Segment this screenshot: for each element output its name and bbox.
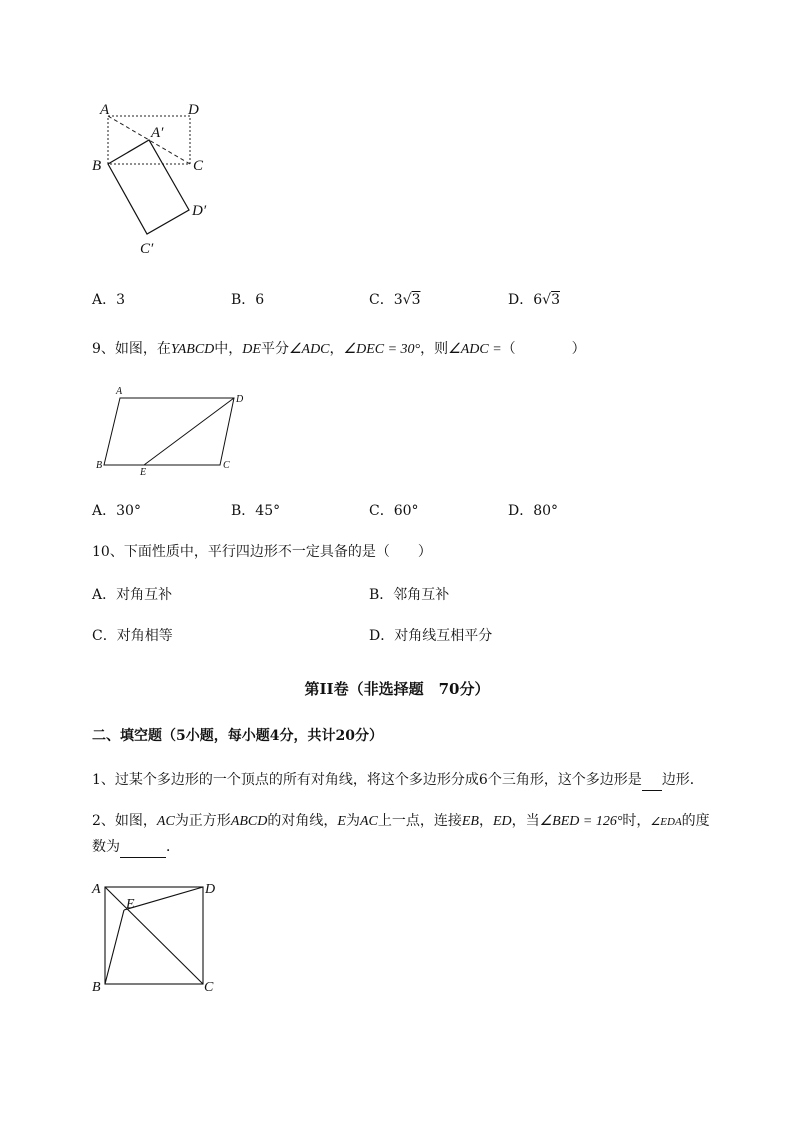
q9-mid2: 平分 <box>260 341 289 357</box>
option-text: 对角线互相平分 <box>394 628 493 644</box>
q9-option-d[interactable] <box>508 501 558 521</box>
fill-question-2-line-2 <box>92 837 180 858</box>
question-9-stem <box>92 339 586 360</box>
q10-option-a[interactable] <box>92 585 172 605</box>
parallelogram-name: ABCD <box>177 342 215 357</box>
parallelogram-symbol: Y <box>170 342 178 357</box>
fill-question-2-line-1 <box>92 811 710 832</box>
fill2-line2-text: 数为 <box>92 839 120 855</box>
label-C: C <box>193 158 204 174</box>
option-value: 30° <box>116 503 141 519</box>
option-letter: A． <box>92 292 117 308</box>
fill2-p2: 为正方形 <box>174 813 231 829</box>
label-B: B <box>92 158 102 174</box>
q10-option-b[interactable] <box>369 585 449 605</box>
option-letter: D． <box>369 628 395 644</box>
option-coefficient: 6 <box>533 292 543 308</box>
section-2-heading: 二、填空题（5小题，每小题4分，共计20分） <box>92 728 383 744</box>
part-2-title: 第II卷（非选择题 70分） <box>304 680 490 698</box>
option-letter: A． <box>92 503 117 519</box>
segment-ed-line <box>124 887 203 910</box>
fill1-text-after: 边形． <box>661 772 704 788</box>
segment-de-line <box>144 398 234 465</box>
point-e: E <box>337 814 346 829</box>
q8-option-d[interactable] <box>508 290 560 310</box>
angle-dec: ∠DEC = 30° <box>343 342 421 357</box>
option-letter: C． <box>369 292 394 308</box>
option-letter: C． <box>92 628 117 644</box>
question-9-figure <box>92 382 262 482</box>
option-letter: B． <box>369 587 394 603</box>
answer-blank[interactable] <box>642 770 662 791</box>
fill2-p1: 2、如图， <box>92 813 157 829</box>
label-C: C <box>223 460 230 471</box>
segment-ed: ED <box>492 814 512 829</box>
fill2-p8: 时， <box>622 813 651 829</box>
q10-option-c[interactable] <box>92 626 173 646</box>
parallelogram-abcd <box>104 398 234 465</box>
q10-option-d[interactable] <box>369 626 492 646</box>
q9-mid3: ，则 <box>420 341 449 357</box>
q8-option-b[interactable] <box>231 290 264 310</box>
label-D: D <box>205 882 216 897</box>
label-D: D <box>236 394 244 405</box>
option-letter: D． <box>508 292 534 308</box>
label-E: E <box>140 467 147 478</box>
option-letter: D． <box>508 503 534 519</box>
answer-blank[interactable] <box>120 837 166 858</box>
fill2-p4: 为 <box>345 813 360 829</box>
rotated-rectangle <box>108 140 189 234</box>
option-value: 6 <box>255 292 265 308</box>
segment-ac: AC <box>156 814 175 829</box>
q8-option-a[interactable] <box>92 290 125 310</box>
fill2-p6: ， <box>478 813 493 829</box>
segment-eb-line <box>105 910 124 984</box>
label-C-prime: C′ <box>140 241 154 257</box>
fill1-text-before: 1、过某个多边形的一个顶点的所有对角线，将这个多边形分成6个三角形，这个多边形是 <box>92 772 642 788</box>
label-D-prime: D′ <box>192 203 207 219</box>
answer-bracket: （ ） <box>501 341 586 357</box>
angle-bed: ∠BED = 126° <box>539 814 623 829</box>
option-text: 邻角互补 <box>393 587 450 603</box>
option-letter: A． <box>92 587 117 603</box>
label-C: C <box>204 980 214 995</box>
fill-question-1 <box>92 770 704 791</box>
q9-option-c[interactable] <box>369 501 419 521</box>
option-letter: C． <box>369 503 394 519</box>
fill-question-2-figure <box>88 876 228 998</box>
option-coefficient: 3 <box>393 292 403 308</box>
q9-sep: ， <box>329 341 344 357</box>
option-text: 对角互补 <box>116 587 173 603</box>
label-B: B <box>92 980 101 995</box>
q9-mid1: 中， <box>214 341 243 357</box>
fill2-p7: ，当 <box>511 813 540 829</box>
fill2-p5: 上一点，连接 <box>377 813 462 829</box>
label-E: E <box>126 897 135 912</box>
question-8-figure <box>88 96 228 266</box>
segment-eb: EB <box>461 814 479 829</box>
sqrt-symbol: √ <box>402 292 412 308</box>
radicand: 3 <box>551 292 560 308</box>
fill2-line2-end: ． <box>166 839 180 855</box>
q9-prefix: 9、如图，在 <box>92 341 171 357</box>
label-A: A <box>100 102 110 118</box>
angle-adc: ∠ADC <box>288 342 330 357</box>
fill2-p3: 的对角线， <box>267 813 338 829</box>
option-value: 60° <box>393 503 419 519</box>
label-D: D <box>188 102 199 118</box>
angle-eda: ∠EDA <box>650 816 682 828</box>
option-letter: B． <box>231 292 256 308</box>
question-10-stem: 10、下面性质中，平行四边形不一定具备的是（ ） <box>92 544 432 560</box>
segment-ac-2: AC <box>359 814 378 829</box>
label-B: B <box>96 460 103 471</box>
fill2-p9: 的度 <box>681 813 710 829</box>
q8-option-c[interactable] <box>369 290 420 310</box>
q9-option-b[interactable] <box>231 501 280 521</box>
radicand: 3 <box>411 292 421 308</box>
option-value: 3 <box>116 292 126 308</box>
angle-adc-question: ∠ADC = <box>448 342 502 357</box>
segment-de: DE <box>242 342 261 357</box>
label-A: A <box>92 882 101 897</box>
label-A: A <box>116 386 123 397</box>
label-A-prime: A′ <box>151 125 164 141</box>
q9-option-a[interactable] <box>92 501 141 521</box>
option-letter: B． <box>231 503 256 519</box>
option-text: 对角相等 <box>116 628 173 644</box>
sqrt-symbol: √ <box>542 292 552 308</box>
square-name: ABCD <box>230 814 268 829</box>
option-value: 80° <box>533 503 559 519</box>
option-value: 45° <box>255 503 281 519</box>
